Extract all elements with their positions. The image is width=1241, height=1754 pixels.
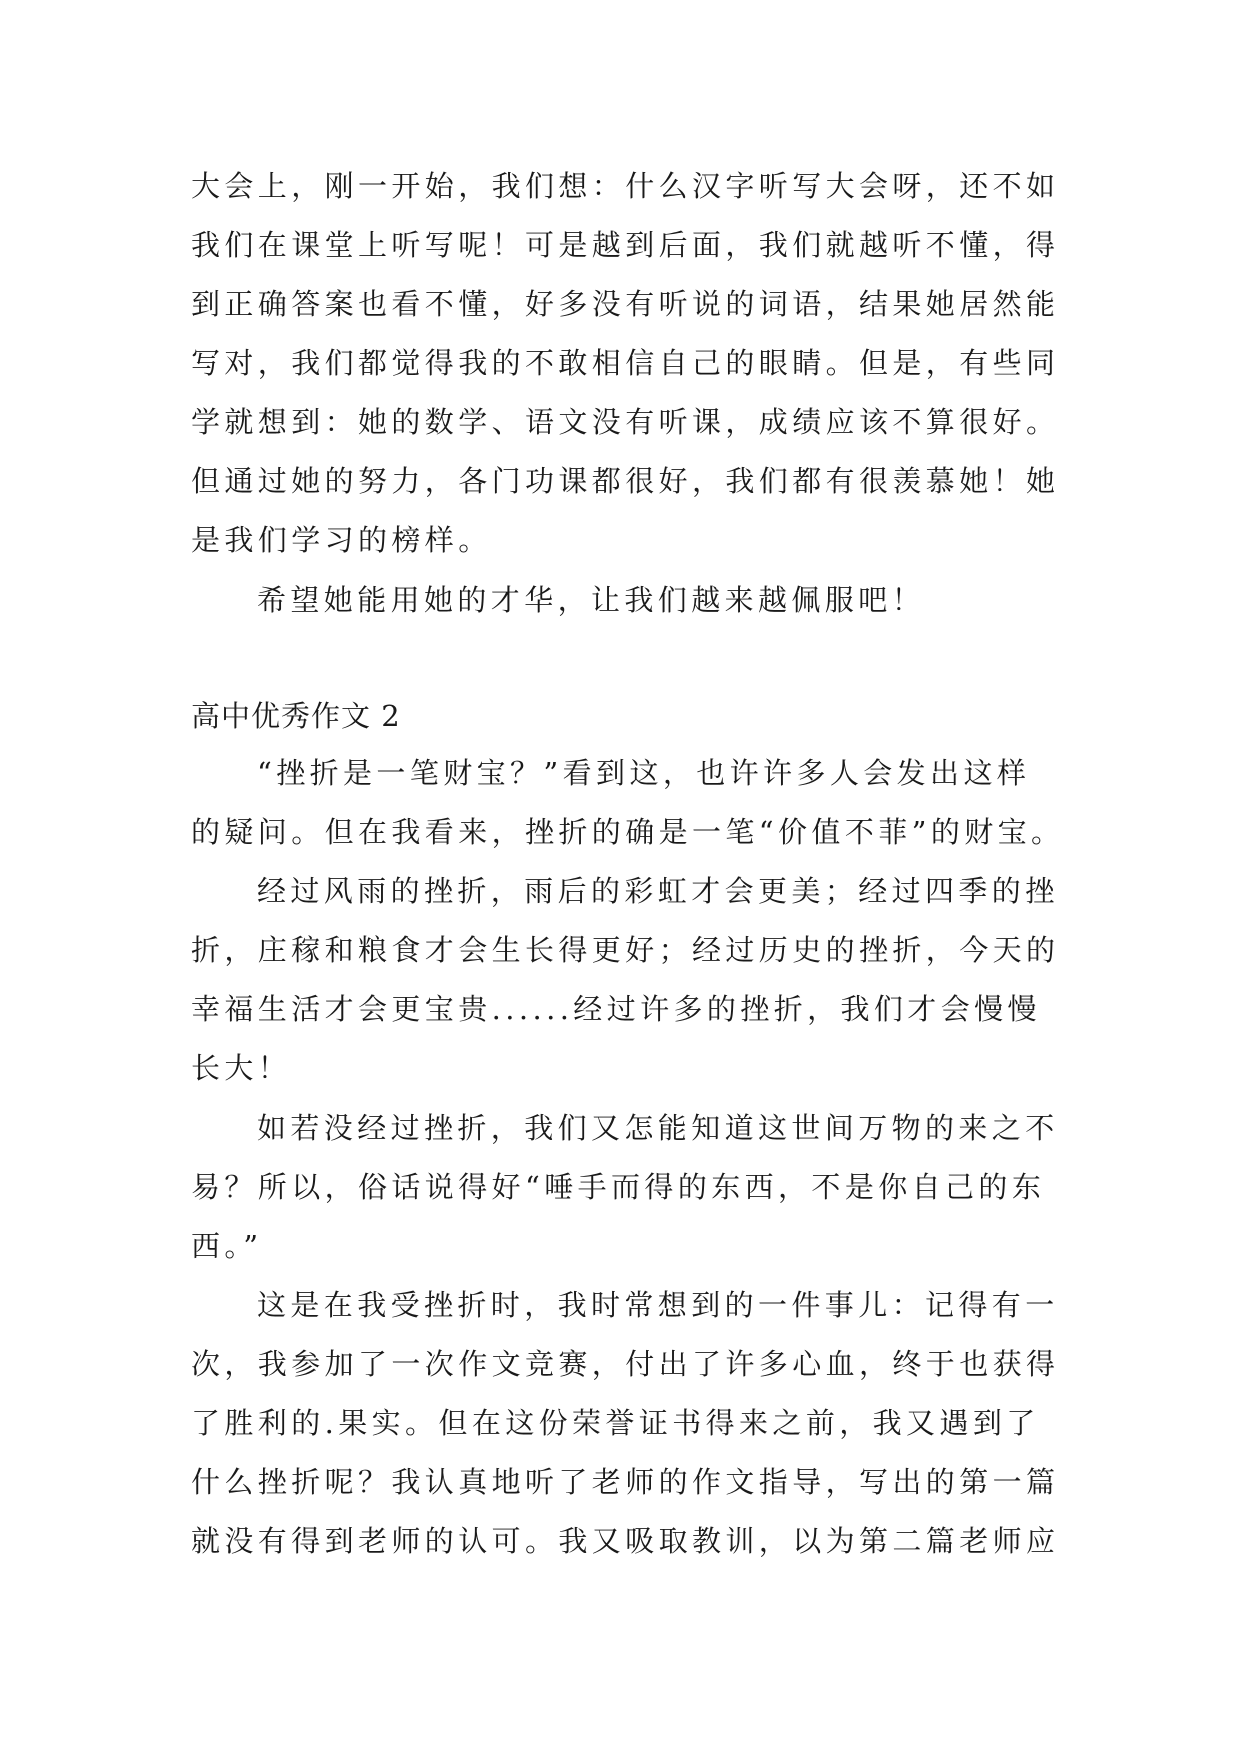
text-line: 学就想到：她的数学、语文没有听课，成绩应该不算很好。 [191,405,1060,439]
text-line: 西。” [191,1229,263,1263]
text-line: 什么挫折呢？我认真地听了老师的作文指导，写出的第一篇 [191,1465,1060,1499]
text-line: 易？所以，俗话说得好“唾手而得的东西，不是你自己的东 [191,1170,1046,1204]
text-line: 长大！ [191,1051,292,1085]
text-line: 到正确答案也看不懂，好多没有听说的词语，结果她居然能 [191,287,1060,321]
section-heading: 高中优秀作文 2 [191,699,401,733]
text-line: 这是在我受挫折时，我时常想到的一件事儿：记得有一 [257,1288,1059,1322]
text-line: 幸福生活才会更宝贵......经过许多的挫折，我们才会慢慢 [191,992,1041,1026]
text-line: 如若没经过挫折，我们又怎能知道这世间万物的来之不 [257,1111,1059,1145]
text-line: 次，我参加了一次作文竞赛，付出了许多心血，终于也获得 [191,1347,1060,1381]
text-line: 经过风雨的挫折，雨后的彩虹才会更美；经过四季的挫 [257,874,1059,908]
text-line: 的疑问。但在我看来，挫折的确是一笔“价值不菲”的财宝。 [191,815,1065,849]
text-line: 但通过她的努力，各门功课都很好，我们都有很羡慕她！她 [191,464,1060,498]
text-line: 大会上，刚一开始，我们想：什么汉字听写大会呀，还不如 [191,169,1060,203]
text-line: 了胜利的.果实。但在这份荣誉证书得来之前，我又遇到了 [191,1406,1040,1440]
text-line: 希望她能用她的才华，让我们越来越佩服吧！ [257,583,926,617]
text-line: “挫折是一笔财宝？”看到这，也许许多人会发出这样 [257,756,1031,790]
text-line: 是我们学习的榜样。 [191,523,492,557]
text-line: 写对，我们都觉得我的不敢相信自己的眼睛。但是，有些同 [191,346,1060,380]
text-line: 折，庄稼和粮食才会生长得更好；经过历史的挫折，今天的 [191,933,1060,967]
text-line: 我们在课堂上听写呢！可是越到后面，我们就越听不懂，得 [191,228,1060,262]
text-line: 就没有得到老师的认可。我又吸取教训，以为第二篇老师应 [191,1524,1060,1558]
